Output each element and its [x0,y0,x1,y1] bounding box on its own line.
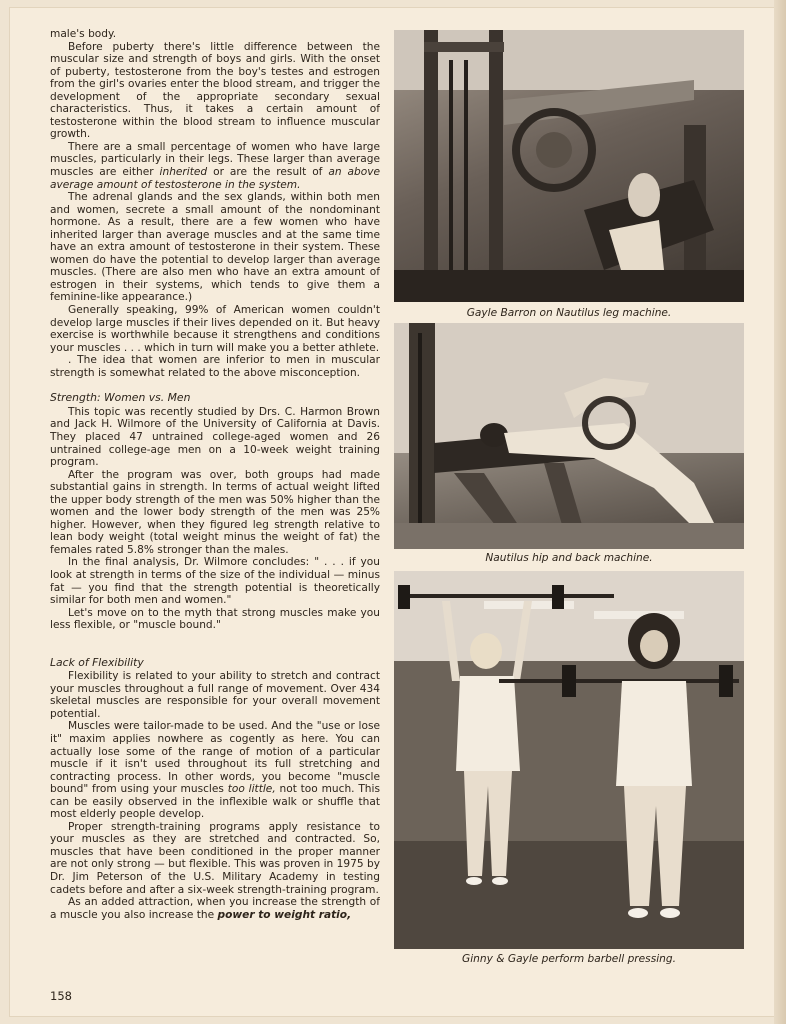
intro-paragraph: . The idea that women are inferior to men in muscular strength is somewhat related to the above misconception. [50,354,380,379]
intro-paragraph: The adrenal glands and the sex glands, within both men and women, secrete a small amount of the nondominant hormone. As a result, there are a few women who have inherited larger than average muscles and at the same time have an extra amount of testosterone in their system. These women do have the potential to develop larger than average muscles. (There are also men who have an extra amount of estrogen in their systems, which tends to give them a feminine-like appearance.) [50,191,380,304]
body-paragraph: Proper strength-training programs apply resistance to your muscles as they are stretched and contracted. So, muscles that have been conditioned in the proper manner are not only strong — but flexible. This was proven in 1975 by Dr. Jim Peterson of the U.S. Military Academy in testing cadets before and after a six-week strength-training program. [50,820,380,896]
section-heading: Lack of Flexibility [50,655,144,669]
body-paragraph: Let's move on to the myth that strong muscles make you less flexible, or "muscle bound." [50,606,380,632]
page-number: 158 [50,989,72,1003]
body-paragraph: After the program was over, both groups had made substantial gains in strength. In terms of actual weight lifted the upper body strength of the men was 50% higher than the women and the lower body strength of the men was 25% higher. However, when they figured leg strength relative to lean body weight (total weight minus the weight of fat) the females rated 5.8% stronger than the males. [50,468,380,556]
photo-hip-back-machine [394,323,744,549]
intro-paragraph: Before puberty there's little difference between the muscular size and strength of boys and girls. With the onset of puberty, testosterone from the boy's testes and estrogen from the girl's ovaries enter the blood stream, and trigger the development of the appropriate secondary sexual characteristics. Thus, it takes a certain amount of testosterone within the blood stream to influence muscular growth. [50,40,380,141]
photo-caption: Gayle Barron on Nautilus leg machine. [466,307,672,319]
body-paragraph: As an added attraction, when you increase the strength of a muscle you also increase the power to weight ratio, [50,896,380,921]
body-paragraph: Flexibility is related to your ability to stretch and contract your muscles throughout a full range of movement. Over 434 skeletal muscles are responsible for your overall movement potential. [50,670,380,720]
intro-paragraph: Generally speaking, 99% of American women couldn't develop large muscles if their lives depended on it. But heavy exercise is worthwhile because it strengthens and conditions your muscles . . . which in turn will make you a better athlete. [50,304,380,354]
photo-caption: Nautilus hip and back machine. [485,552,653,564]
body-paragraph: In the final analysis, Dr. Wilmore concludes: " . . . if you look at strength in terms of the size of the individual — minus fat — you find that the strength potential is theoretically similar for both men and women." [50,556,380,607]
body-paragraph: Muscles were tailor-made to be used. And the "use or lose it" maxim applies nowhere as cogently as here. You can actually lose some of the range of motion of a particular muscle if it isn't used throughout its full stretching and contracting process. In other words, you become "muscle bound" from using your muscles too little, not too much. This can be easily observed in the inflexible walk or shuffle that most elderly people develop. [50,720,380,821]
text-column [50,28,380,972]
section-heading: Strength: Women vs. Men [50,391,191,405]
page-spine-shadow [774,0,786,1024]
photo-caption: Ginny & Gayle perform barbell pressing. [462,953,676,965]
photo-leg-machine [394,30,744,302]
photo-barbell-pressing [394,571,744,949]
intro-paragraph: There are a small percentage of women who have large muscles, particularly in their legs. These larger than average muscles are either inherited or are the result of an above average amount of testosterone in the system. [50,140,380,191]
body-paragraph: This topic was recently studied by Drs. C. Harmon Brown and Jack H. Wilmore of the University of California at Davis. They placed 47 untrained college-aged women and 26 untrained college-age men on a 10-week weight training program. [50,405,380,469]
intro-paragraph: male's body. [50,28,117,40]
